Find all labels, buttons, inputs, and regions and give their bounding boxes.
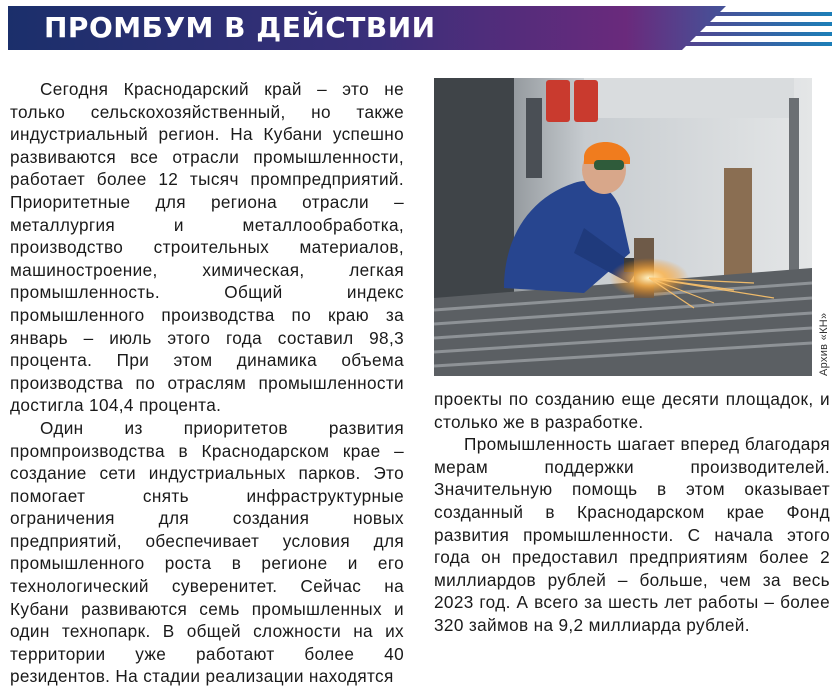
metalworker-illustration <box>434 78 812 376</box>
article-column-left <box>10 78 404 688</box>
article-paragraph: Сегодня Краснодарский край – это не только сельскохозяйственный, но также индустриальный регион. На Кубани успешно развиваются все отрасли промышленности, работает более 12 тысяч промпредприятий. Приоритетные для региона отрасли – металлургия и металлообработка, производство строительных материалов, машиностроение, химическая, легкая промышленность. Общий индекс промышленного производства по краю за январь – июль этого года составил 98,3 процента. При этом динамика объема производства по отраслям промышленности достигла 104,4 процента. <box>10 79 404 416</box>
article-paragraph: Один из приоритетов развития промпроизводства в Краснодарском крае – создание сети индустриальных парков. Это помогает снять инфраструктурные ограничения для создания новых предприятий, обеспечивает условия для промышленного роста в регионе и его технологический суверенитет. Сейчас на Кубани развиваются семь промышленных и один технопарк. В общей сложности на их территории уже работают более 40 резидентов. На стадии реализации находятся <box>10 417 404 687</box>
section-header <box>8 6 832 50</box>
article-paragraph: Промышленность шагает вперед благодаря мерам поддержки производителей. Значительную помощь в этом оказывает созданный в Краснодарском крае Фонд развития промышленности. С начала этого года он предоставил предприятиям более 2 миллиардов рублей – больше, чем за весь 2023 год. А всего за шесть лет работы – более 320 займов на 9,2 миллиарда рублей. <box>434 434 830 635</box>
photo-metalworker <box>434 78 812 376</box>
photo-credit: Архив «КН» <box>818 312 830 376</box>
article-paragraph: проекты по созданию еще десяти площадок, и столько же в разработке. <box>434 389 830 432</box>
header-stripes <box>682 6 832 50</box>
section-title: ПРОМБУМ В ДЕЙСТВИИ <box>44 11 436 44</box>
article-column-right <box>434 388 830 637</box>
